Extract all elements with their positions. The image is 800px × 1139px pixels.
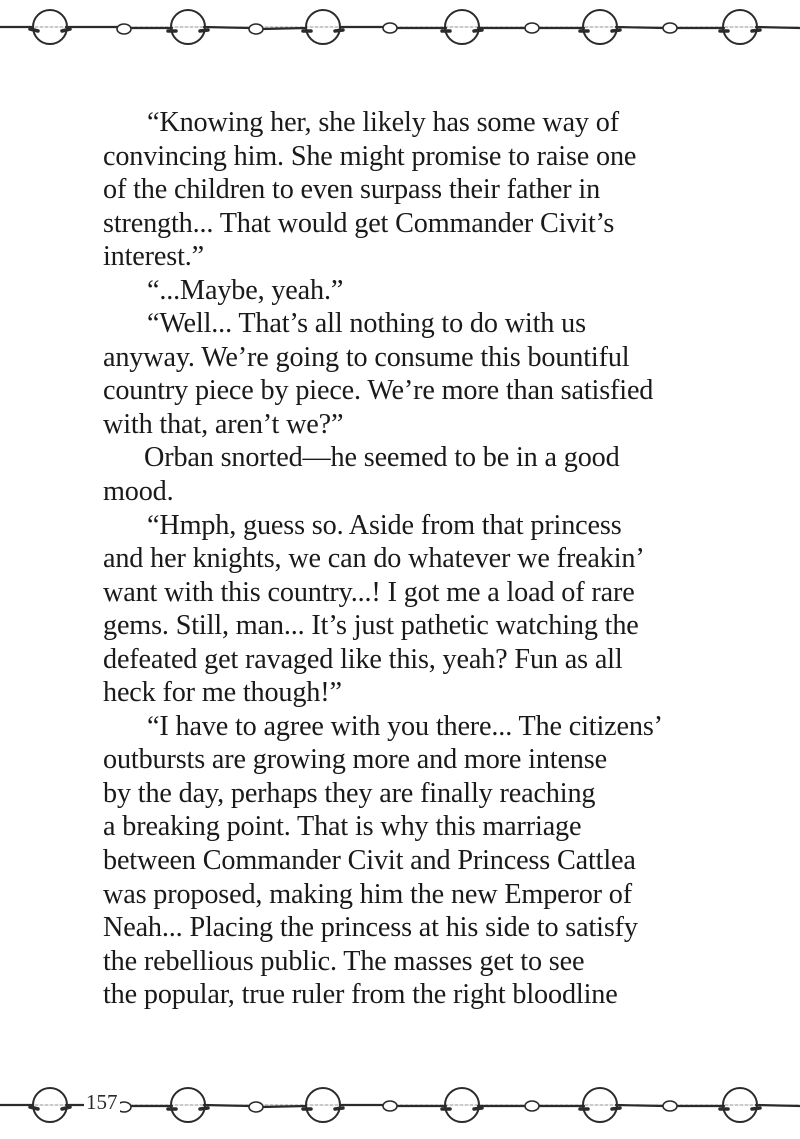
paragraph [103, 509, 683, 710]
text-line: defeated get ravaged like this, yeah? Fun as all [103, 643, 623, 675]
page-number: 157 [86, 1090, 118, 1114]
text-line: Orban snorted—he seemed to be in a good [144, 442, 620, 474]
text-line: heck for me though!” [103, 677, 342, 709]
text-line: “...Maybe, yeah.” [147, 274, 344, 306]
text-line: was proposed, making him the new Emperor of [103, 878, 632, 910]
text-line: country piece by piece. We’re more than satisfied [103, 375, 654, 407]
paragraph [103, 441, 683, 508]
text-line: interest.” [103, 241, 205, 273]
text-line: with that, aren’t we?” [103, 408, 344, 440]
text-line: “Hmph, guess so. Aside from that princess [147, 509, 622, 541]
text-line: outbursts are growing more and more intense [103, 744, 607, 776]
text-line: strength... That would get Commander Civit’s [103, 207, 615, 239]
text-line: between Commander Civit and Princess Cattlea [103, 845, 636, 877]
text-line: want with this country...! I got me a load of rare [103, 576, 635, 608]
text-line: the rebellious public. The masses get to see [103, 945, 585, 977]
text-line: by the day, perhaps they are finally reaching [103, 777, 596, 809]
page-body-text [103, 106, 683, 1012]
text-line: anyway. We’re going to consume this bountiful [103, 341, 630, 373]
paragraph [103, 710, 683, 1012]
text-line: a breaking point. That is why this marriage [103, 811, 582, 843]
text-line: “I have to agree with you there... The citizens’ [147, 710, 663, 742]
paragraph [103, 106, 683, 274]
text-line: Neah... Placing the princess at his side to satisfy [103, 912, 638, 944]
text-line: and her knights, we can do whatever we freakin’ [103, 543, 645, 575]
text-line: convincing him. She might promise to raise one [103, 140, 637, 172]
text-line: the popular, true ruler from the right bloodline [103, 979, 618, 1011]
text-line: gems. Still, man... It’s just pathetic watching the [103, 610, 639, 642]
text-line: of the children to even surpass their father in [103, 174, 601, 206]
paragraph [103, 274, 683, 308]
chain-border-top-icon [0, 0, 800, 56]
text-line: “Well... That’s all nothing to do with us [147, 308, 586, 340]
chain-border-bottom-icon [0, 1078, 800, 1134]
paragraph [103, 307, 683, 441]
text-line: “Knowing her, she likely has some way of [147, 107, 619, 138]
text-line: mood. [103, 476, 174, 508]
